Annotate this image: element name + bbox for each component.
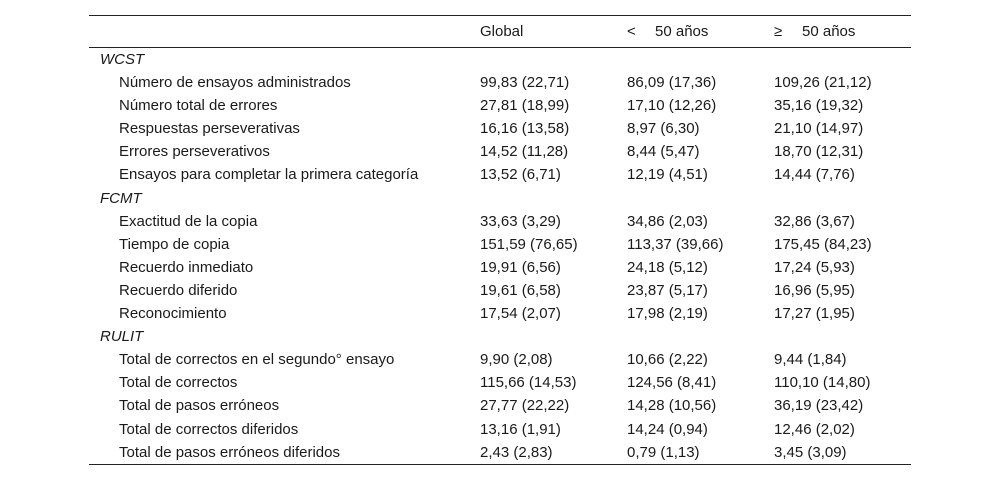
section-title: FCMT: [100, 189, 142, 207]
row-label: Número total de errores: [119, 97, 278, 115]
table-row: [89, 418, 911, 441]
row-label: Errores perseverativos: [119, 143, 270, 161]
cell-lt50: 12,19 (4,51): [627, 166, 708, 184]
greater-equal-symbol: ≥: [774, 23, 783, 40]
cell-lt50: 17,98 (2,19): [627, 305, 708, 323]
table-row: [89, 256, 911, 279]
cell-global: 14,52 (11,28): [480, 143, 569, 161]
row-label: Exactitud de la copia: [119, 212, 258, 230]
cell-lt50: 10,66 (2,22): [627, 351, 708, 369]
cell-lt50: 8,44 (5,47): [627, 143, 700, 161]
table-row: [89, 163, 911, 186]
cell-ge50: 32,86 (3,67): [774, 212, 855, 230]
table-row: [89, 371, 911, 394]
table-row: [89, 348, 911, 371]
row-label: Total de correctos en el segundo° ensayo: [119, 351, 395, 369]
header-row: [89, 16, 911, 48]
cell-global: 13,52 (6,71): [480, 166, 561, 184]
table-row: [89, 71, 911, 94]
table-row: [89, 302, 911, 325]
cell-global: 115,66 (14,53): [480, 374, 577, 392]
cell-ge50: 21,10 (14,97): [774, 120, 864, 138]
header-empty-cell: [89, 16, 480, 48]
table-row: [89, 117, 911, 140]
cell-ge50: 9,44 (1,84): [774, 351, 847, 369]
table-row: [89, 441, 911, 465]
cell-global: 27,81 (18,99): [480, 97, 570, 115]
section-title: RULIT: [100, 328, 144, 346]
cell-lt50: 23,87 (5,17): [627, 281, 708, 299]
row-label: Reconocimiento: [119, 305, 227, 323]
cell-global: 19,91 (6,56): [480, 258, 561, 276]
less-than-symbol: <: [627, 23, 636, 40]
cell-ge50: 109,26 (21,12): [774, 74, 872, 92]
cell-ge50: 36,19 (23,42): [774, 397, 864, 415]
section-row: [89, 187, 911, 210]
cell-lt50: 34,86 (2,03): [627, 212, 708, 230]
cell-ge50: 110,10 (14,80): [774, 374, 871, 392]
cell-global: 27,77 (22,22): [480, 397, 570, 415]
header-lt50-label: 50 años: [655, 23, 709, 40]
cell-ge50: 16,96 (5,95): [774, 281, 855, 299]
row-label: Número de ensayos administrados: [119, 74, 351, 92]
cell-global: 2,43 (2,83): [480, 443, 553, 461]
cell-lt50: 124,56 (8,41): [627, 374, 717, 392]
results-table-container: [89, 15, 911, 465]
row-label: Total de pasos erróneos diferidos: [119, 443, 340, 461]
header-global: Global: [480, 23, 524, 40]
cell-ge50: 18,70 (12,31): [774, 143, 864, 161]
table-row: [89, 233, 911, 256]
results-table: [89, 15, 911, 465]
table-row: [89, 279, 911, 302]
cell-ge50: 175,45 (84,23): [774, 235, 872, 253]
cell-ge50: 12,46 (2,02): [774, 420, 855, 438]
row-label: Respuestas perseverativas: [119, 120, 300, 138]
row-label: Ensayos para completar la primera categoría: [119, 166, 419, 184]
table-body: [89, 48, 911, 465]
cell-global: 17,54 (2,07): [480, 305, 561, 323]
cell-global: 16,16 (13,58): [480, 120, 570, 138]
row-label: Total de correctos diferidos: [119, 420, 299, 438]
table-row: [89, 210, 911, 233]
table-row: [89, 140, 911, 163]
cell-lt50: 86,09 (17,36): [627, 74, 717, 92]
row-label: Total de pasos erróneos: [119, 397, 280, 415]
row-label: Recuerdo diferido: [119, 281, 238, 299]
cell-lt50: 8,97 (6,30): [627, 120, 700, 138]
cell-ge50: 14,44 (7,76): [774, 166, 855, 184]
row-label: Tiempo de copia: [119, 235, 230, 253]
cell-ge50: 17,24 (5,93): [774, 258, 855, 276]
cell-ge50: 17,27 (1,95): [774, 305, 855, 323]
cell-lt50: 24,18 (5,12): [627, 258, 708, 276]
cell-global: 9,90 (2,08): [480, 351, 553, 369]
cell-ge50: 35,16 (19,32): [774, 97, 864, 115]
cell-lt50: 0,79 (1,13): [627, 443, 700, 461]
section-row: [89, 325, 911, 348]
cell-global: 19,61 (6,58): [480, 281, 561, 299]
cell-lt50: 17,10 (12,26): [627, 97, 717, 115]
cell-global: 33,63 (3,29): [480, 212, 561, 230]
cell-global: 151,59 (76,65): [480, 235, 578, 253]
cell-lt50: 113,37 (39,66): [627, 235, 724, 253]
table-row: [89, 94, 911, 117]
row-label: Recuerdo inmediato: [119, 258, 254, 276]
section-title: WCST: [100, 51, 145, 68]
header-lt50: [627, 16, 774, 48]
table-row: [89, 394, 911, 417]
cell-ge50: 3,45 (3,09): [774, 443, 847, 461]
header-ge50-label: 50 años: [802, 23, 856, 40]
row-label: Total de correctos: [119, 374, 238, 392]
header-ge50: [774, 16, 911, 48]
cell-lt50: 14,28 (10,56): [627, 397, 717, 415]
cell-lt50: 14,24 (0,94): [627, 420, 708, 438]
table-header: [89, 16, 911, 48]
cell-global: 13,16 (1,91): [480, 420, 561, 438]
cell-global: 99,83 (22,71): [480, 74, 570, 92]
section-row: [89, 48, 911, 72]
